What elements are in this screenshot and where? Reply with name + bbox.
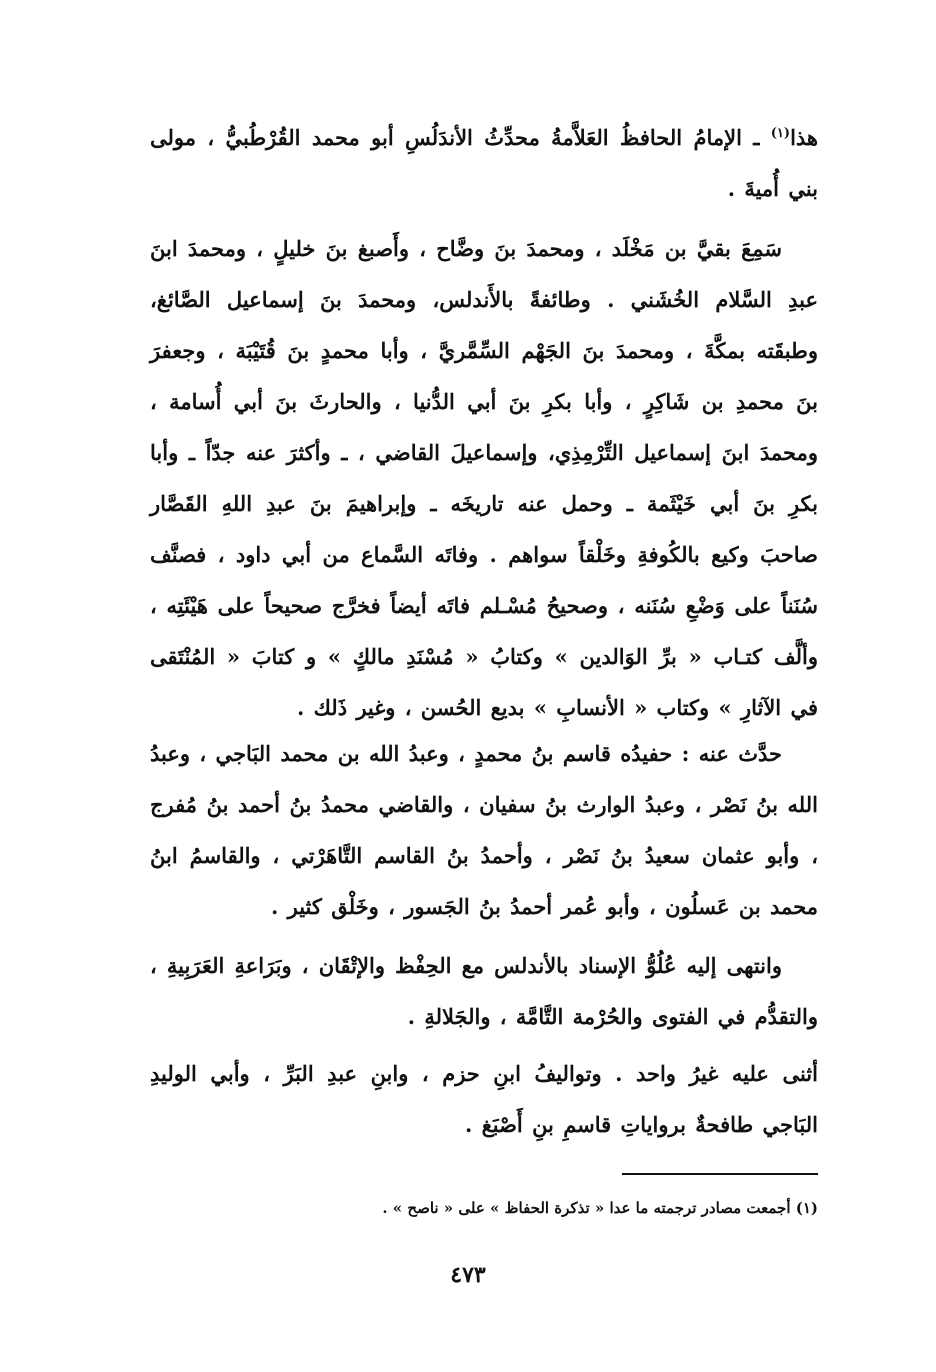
paragraph-praise: أثنى عليه غيرُ واحد . وتواليفُ ابنِ حزم ، وابنِ عبدِ البَرِّ ، وأبي الوليدِ البَاجي طافحةٌ برواياتِ قاسمِ بنِ أَصْبَغ . [150,1061,818,1137]
footnote-marker: (١) [770,126,791,141]
paragraph-teachers: سَمِعَ بقيَّ بن مَخْلَد ، ومحمدَ بنَ وضَّاح ، وأَصبغ بنَ خليلٍ ، ومحمدَ ابنَ عبدِ السَّلام الخُشَني . وطائفةً بالأَندلس، ومحمدَ بنَ إسماعيل الصَّائغ، وطبقَته بمكَّةَ ، ومحمدَ بنَ الجَهْم السِّمَّريَّ ، وأبا محمدٍ بنَ قُتَيْبَة ، وجعفرَ بنَ محمدِ بن شَاكِرٍ ، وأبا بكرِ بنَ أبي الدُّنيا ، والحارثَ بنَ أبي أُسامة ، ومحمدَ ابنَ إسماعيل التِّرْمِذِي، وإسماعيلَ القاضي ، ـ وأكثرَ عنه جدّاً ـ وأبا بكرِ بنَ أبي خَيْثَمة ـ وحمل عنه تاريخَه ـ وإبراهيمَ بنَ عبدِ اللهِ القَصَّار صاحبَ وكيع بالكُوفةِ وخَلْقاً سواهم . وفاتَه السَّماع من أبي داود ، فصنَّف سُنَناً على وَضْعِ سُنَنه ، وصحيحُ مُسْـلم فاتَه أيضاً فخرَّج صحيحاً على هَيْئَتِه ، وألَّف كتـاب « برِّ الوَالدين » وكتابُ « مُسْنَدِ مالكٍ » و كتابَ « المُنْتَقى في الآثارِ » وكتاب « الأنسابِ » بديع الحُسن ، وغير ذَلك . [150,236,818,720]
footnote: (١) أجمعت مصادر ترجمته ما عدا « تذكرة الحفاظ » على « ناصح » . [382,1199,818,1217]
paragraph-intro-lead: هذا [790,125,818,150]
paragraph-students: حدَّث عنه : حفيدُه قاسم بنُ محمدٍ ، وعبدُ الله بن محمد البَاجي ، وعبدُ الله بنُ نَصْر ، وعبدُ الوارث بنُ سفيان ، والقاضي محمدُ بنُ أحمد بنُ مُفرج ، وأبو عثمان سعيدُ بنُ نَصْر ، وأحمدُ بنُ القاسم التَّاهَرْتي ، والقاسمُ ابنُ محمد بن عَسلُون ، وأبو عُمر أحمدُ بنُ الجَسور ، وخَلْق كثير . [150,741,818,919]
paragraph-intro [150,112,818,214]
paragraph-intro-text: ـ الإمامُ الحافظُ العَلاَّمةُ محدِّثُ الأندَلُسِ أبو محمد القُرْطُبيُّ ، مولى بني أُميةَ . [150,125,818,201]
page-number: ٤٧٣ [450,1262,486,1288]
paragraph-status: وانتهى إليه عُلُوُّ الإسناد بالأندلس مع الحِفْظ والإتْقَان ، وبَرَاعةِ العَرَبِيةِ ، والتقدُّم في الفتوى والحُرْمة التَّامَّة ، والجَلالةِ . [150,953,818,1029]
footnote-divider [622,1173,818,1175]
